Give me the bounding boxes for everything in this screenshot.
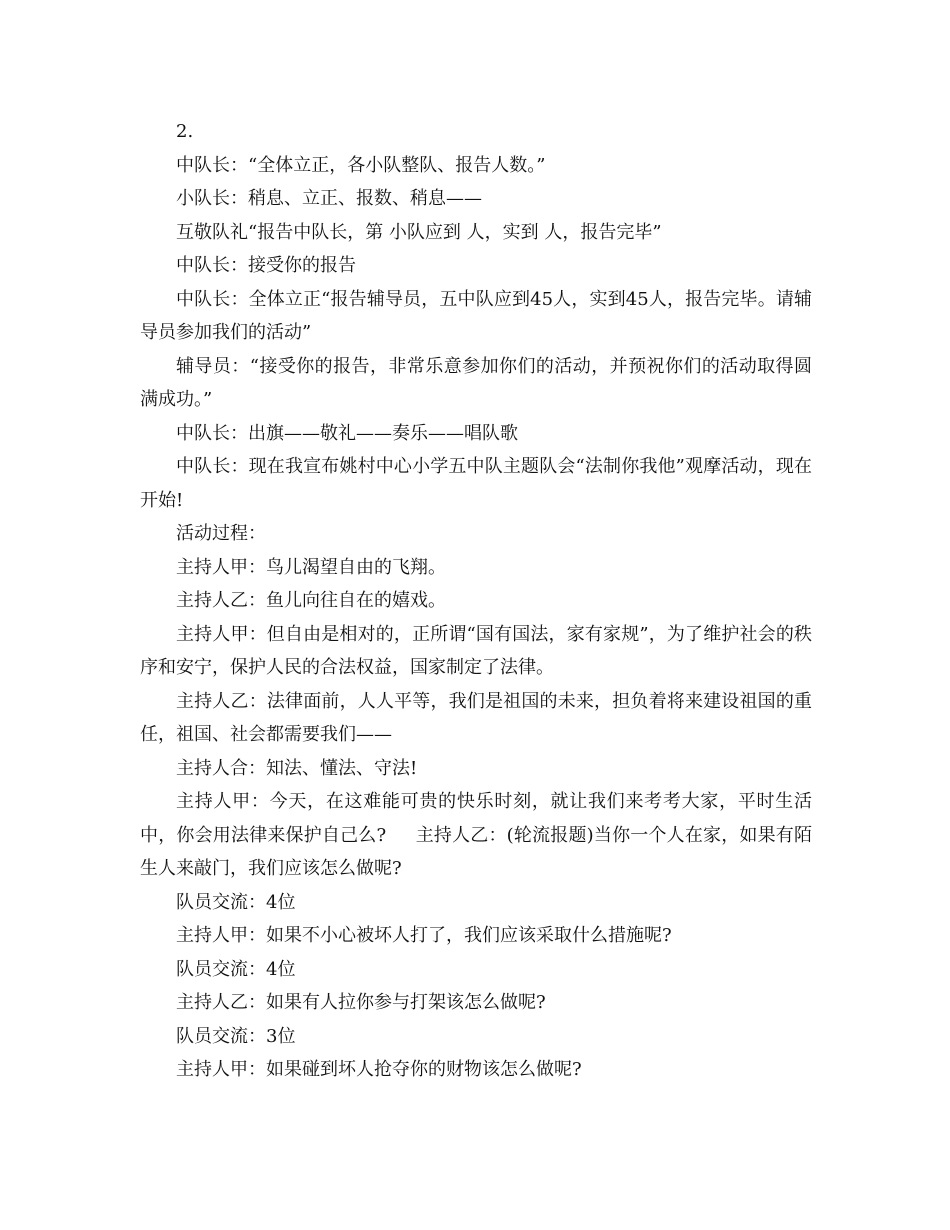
paragraph: 小队长：稍息、立正、报数、稍息—— <box>176 188 482 209</box>
paragraph: 中队长：全体立正“报告辅导员，五中队应到45人，实到45人，报告完毕。请辅导员参加我们的活动” <box>140 288 812 343</box>
paragraph: 主持人甲：但自由是相对的，正所谓“国有国法，家有家规”，为了维护社会的秩序和安宁，保护人民的合法权益，国家制定了法律。 <box>140 623 812 678</box>
paragraph: 队员交流：4位 <box>176 958 296 980</box>
paragraph: 主持人合：知法、懂法、守法! <box>176 757 418 779</box>
paragraph: 中队长：接受你的报告 <box>176 255 356 276</box>
paragraph: 辅导员：“接受你的报告，非常乐意参加你们的活动，并预祝你们的活动取得圆满成功。” <box>140 355 812 410</box>
paragraph: 主持人甲：今天，在这难能可贵的快乐时刻，就让我们来考考大家，平时生活中，你会用法律来保护自己么? 主持人乙：(轮流报题)当你一个人在家，如果有陌生人来敲门，我们应该怎么做呢? <box>140 791 812 879</box>
paragraph: 主持人甲：如果不小心被坏人打了，我们应该采取什么措施呢? <box>176 925 672 946</box>
paragraph: 中队长：现在我宣布姚村中心小学五中队主题队会“法制你我他”观摩活动，现在开始! <box>140 456 812 511</box>
paragraph: 中队长：“全体立正，各小队整队、报告人数。” <box>176 154 546 176</box>
paragraph: 主持人甲：如果碰到坏人抢夺你的财物该怎么做呢? <box>176 1059 582 1080</box>
paragraph: 主持人乙：如果有人拉你参与打架该怎么做呢? <box>176 992 546 1013</box>
section-number: 2. <box>176 121 194 142</box>
paragraph: 队员交流：4位 <box>176 891 296 913</box>
paragraph: 主持人乙：法律面前，人人平等，我们是祖国的未来，担负着将来建设祖国的重任，祖国、社会都需要我们—— <box>140 690 812 745</box>
paragraph: 互敬队礼“报告中队长，第 小队应到 人，实到 人，报告完毕” <box>176 221 662 243</box>
paragraph: 中队长：出旗——敬礼——奏乐——唱队歌 <box>176 422 518 444</box>
document-body <box>140 115 812 1087</box>
paragraph: 主持人乙：鱼儿向往自在的嬉戏。 <box>176 590 446 611</box>
paragraph: 主持人甲：鸟儿渴望自由的飞翔。 <box>176 556 446 578</box>
paragraph: 队员交流：3位 <box>176 1025 296 1047</box>
section-heading: 活动过程： <box>176 523 266 544</box>
